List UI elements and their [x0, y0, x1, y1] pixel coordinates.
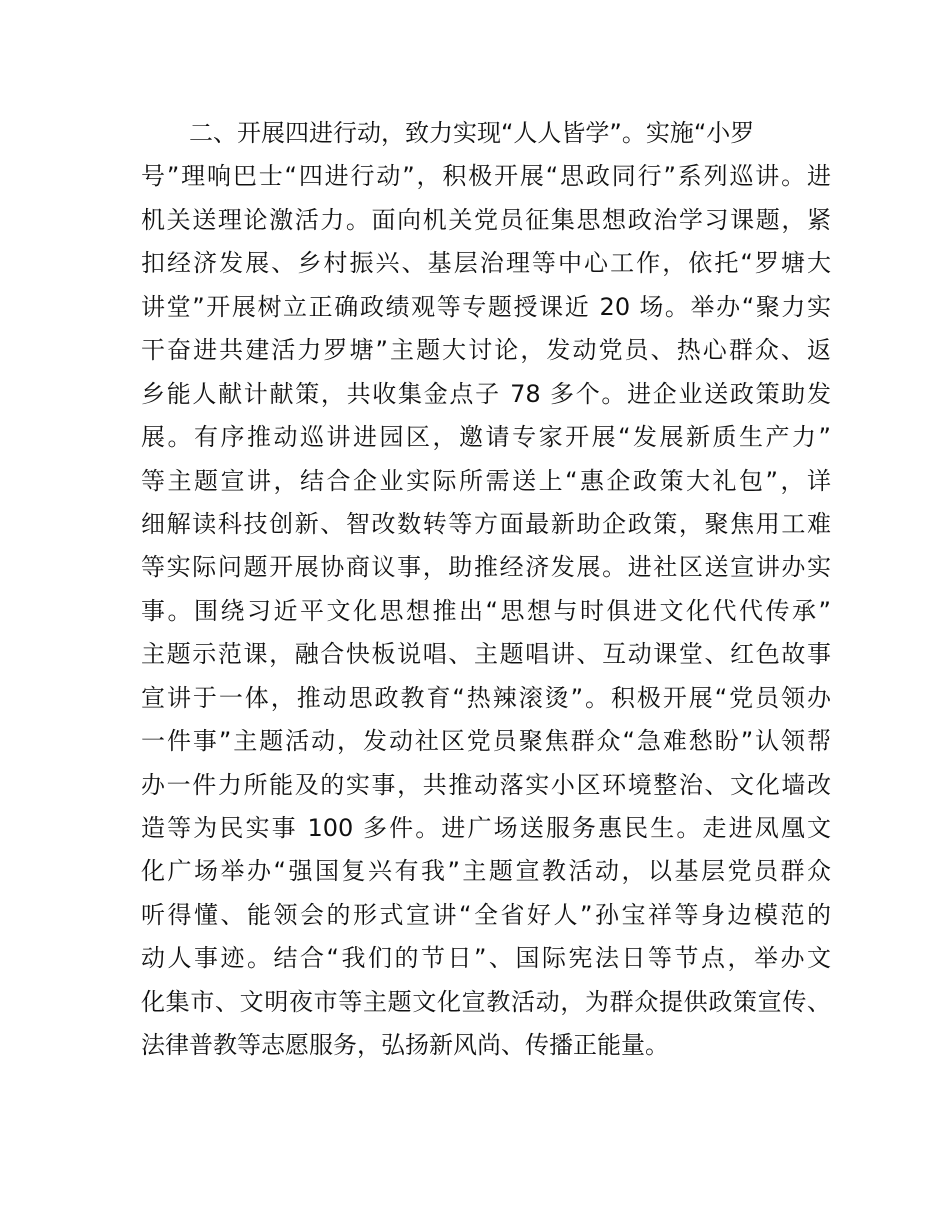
- paragraph-line: 干奋进共建活力罗塘”主题大讨论，发动党员、热心群众、返: [141, 336, 831, 365]
- paragraph-line: 化广场举办“强国复兴有我”主题宣教活动，以基层党员群众: [141, 857, 831, 886]
- paragraph-line: 号”理响巴士“四进行动”，积极开展“思政同行”系列巡讲。进: [141, 162, 831, 191]
- paragraph-line-last: 法律普教等志愿服务，弘扬新风尚、传播正能量。: [141, 1031, 669, 1060]
- paragraph-line: 机关送理论激活力。面向机关党员征集思想政治学习课题，紧: [141, 205, 831, 234]
- paragraph-line: 造等为民实事 100 多件。进广场送服务惠民生。走进凤凰文: [141, 814, 831, 842]
- paragraph-line: 化集市、文明夜市等主题文化宣教活动，为群众提供政策宣传、: [141, 987, 831, 1016]
- paragraph-line: 宣讲于一体，推动思政教育“热辣滚烫”。积极开展“党员领办: [141, 683, 831, 712]
- paragraph-line: 动人事迹。结合“我们的节日”、国际宪法日等节点，举办文: [141, 944, 831, 973]
- paragraph-line: 听得懂、能领会的形式宣讲“全省好人”孙宝祥等身边模范的: [141, 900, 831, 929]
- paragraph-line: 二、开展四进行动，致力实现“人人皆学”。实施“小罗: [189, 119, 755, 147]
- paragraph-line: 办一件力所能及的实事，共推动落实小区环境整治、文化墙改: [141, 770, 831, 799]
- paragraph-line: 主题示范课，融合快板说唱、主题唱讲、互动课堂、红色故事: [141, 640, 831, 669]
- paragraph-line: 乡能人献计献策，共收集金点子 78 多个。进企业送政策助发: [141, 379, 831, 408]
- paragraph-line: 等实际问题开展协商议事，助推经济发展。进社区送宣讲办实: [141, 553, 831, 582]
- paragraph-line: 一件事”主题活动，发动社区党员聚焦群众“急难愁盼”认领帮: [141, 727, 831, 756]
- paragraph-line: 展。有序推动巡讲进园区，邀请专家开展“发展新质生产力”: [141, 423, 831, 452]
- paragraph-line: 等主题宣讲，结合企业实际所需送上“惠企政策大礼包”，详: [141, 466, 831, 495]
- body-paragraph: [141, 112, 831, 1068]
- paragraph-line: 扣经济发展、乡村振兴、基层治理等中心工作，依托“罗塘大: [141, 249, 831, 278]
- paragraph-line: 细解读科技创新、智改数转等方面最新助企政策，聚焦用工难: [141, 509, 831, 538]
- paragraph-line: 讲堂”开展树立正确政绩观等专题授课近 20 场。举办“聚力实: [141, 292, 831, 321]
- paragraph-line: 事。围绕习近平文化思想推出“思想与时俱进文化代代传承”: [141, 596, 831, 625]
